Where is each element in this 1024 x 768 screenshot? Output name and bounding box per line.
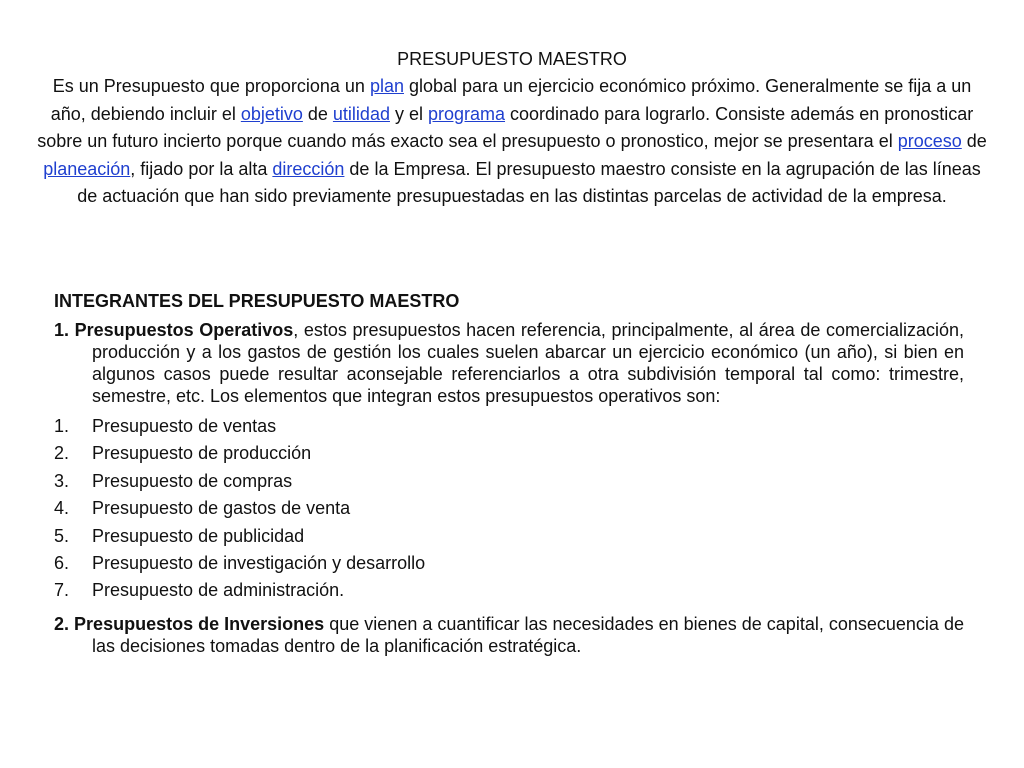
- item-description: , estos presupuestos hacen referencia, principalmente, al área de comercialización, producción y a los gastos de gestión los cuales suelen abarcar un ejercicio económico (un año), si bien en algunos casos puede resultar aconsejable referenciarlos a otra subdivisión temporal tal como: trimestre, semestre, etc. Los elementos que integran estos presupuestos operativos son:: [92, 320, 964, 406]
- list-label: Presupuesto de ventas: [92, 416, 277, 436]
- item-presupuestos-operativos: [54, 319, 964, 407]
- list-item: [54, 523, 964, 550]
- intro-segment: de: [961, 131, 987, 152]
- list-label: Presupuesto de producción: [92, 443, 312, 464]
- intro-paragraph: [36, 46, 988, 210]
- intro-segment: global para un ejercicio económico próximo. Generalmente se fija a un año, debiendo incluir el: [50, 76, 972, 124]
- list-label: Presupuesto de gastos de venta: [92, 498, 351, 519]
- link-objetivo[interactable]: objetivo: [240, 103, 303, 124]
- list-item: [54, 440, 964, 467]
- item-description: que vienen a cuantificar las necesidades en bienes de capital, consecuencia de las decisiones tomadas dentro de la planificación estratégica.: [92, 613, 964, 656]
- item-number: 2.: [54, 613, 70, 634]
- intro-segment: de: [302, 103, 333, 124]
- link-direccion[interactable]: dirección: [272, 158, 345, 179]
- integrantes-section: [54, 288, 964, 657]
- item-title: Presupuestos de Inversiones: [74, 613, 325, 634]
- list-number: 3.: [54, 470, 70, 491]
- item-presupuestos-inversiones: [54, 613, 964, 657]
- item-number: 1.: [54, 320, 70, 340]
- intro-text: [37, 76, 987, 206]
- slide-title: PRESUPUESTO MAESTRO: [397, 49, 627, 69]
- list-number: 2.: [54, 443, 70, 464]
- list-item: [54, 550, 964, 577]
- link-programa[interactable]: programa: [427, 103, 506, 124]
- link-utilidad[interactable]: utilidad: [332, 103, 390, 124]
- list-item: [54, 495, 964, 522]
- operativos-list: [54, 413, 964, 605]
- list-number: 5.: [54, 525, 70, 546]
- list-number: 1.: [54, 416, 70, 436]
- list-label: Presupuesto de compras: [92, 470, 293, 491]
- link-proceso[interactable]: proceso: [897, 131, 962, 152]
- list-item: [54, 468, 964, 495]
- list-number: 4.: [54, 498, 70, 519]
- list-label: Presupuesto de investigación y desarrollo: [92, 552, 426, 573]
- list-label: Presupuesto de publicidad: [92, 525, 305, 546]
- intro-segment: coordinado para lograrlo. Consiste además en pronosticar sobre un futuro incierto porque cuando más exacto sea el presupuesto o pronostico, mejor se presentara el: [37, 103, 974, 152]
- intro-segment: , fijado por la alta: [130, 158, 273, 179]
- intro-segment: Es un Presupuesto que proporciona un: [52, 76, 370, 97]
- list-number: 7.: [54, 580, 70, 601]
- list-item: [54, 413, 964, 440]
- intro-segment: de la Empresa. El presupuesto maestro consiste en la agrupación de las líneas de actuación que han sido previamente presupuestadas en las distintas parcelas de actividad de la empresa.: [77, 158, 981, 207]
- section-heading: INTEGRANTES DEL PRESUPUESTO MAESTRO: [54, 291, 460, 311]
- link-planeacion[interactable]: planeación: [43, 158, 131, 179]
- list-item: [54, 577, 964, 604]
- intro-segment: y el: [389, 103, 428, 124]
- item-title: Presupuestos Operativos: [74, 320, 294, 340]
- list-number: 6.: [54, 552, 70, 573]
- link-plan[interactable]: plan: [369, 76, 404, 97]
- list-label: Presupuesto de administración.: [92, 580, 345, 601]
